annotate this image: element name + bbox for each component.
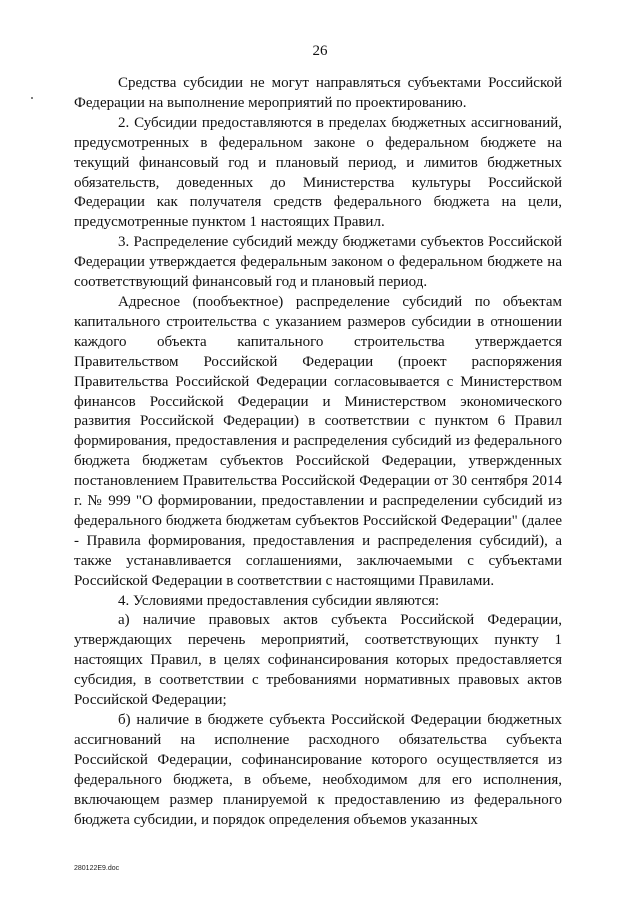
paragraph-address-distribution: Адресное (пообъектное) распределение субсидий по объектам капитального строительства с указанием размеров субсидии в отношении каждого объекта капитального строительства утверждается Правительством Российской Федерации (проект распоряжения Правительства Российской Федерации согласовывается с Министерством финансов Российской Федерации и Министерством экономического развития Российской Федерации) в соответствии с пунктом 6 Правил формирования, предоставления и распределения субсидий из федерального бюджета бюджетам субъектов Российской Федерации, утвержденных постановлением Правительства Российской Федерации от 30 сентября 2014 г. № 999 "О формировании, предоставлении и распределении субсидий из федерального бюджета бюджетам субъектов Российской Федерации" (далее - Правила формирования, предоставления и распределения субсидий), а также устанавливается соглашениями, заключаемыми с субъектами Российской Федерации в соответствии с настоящими Правилами. [74, 293, 562, 589]
footer-file-code: 280122E9.doc [74, 865, 120, 872]
page-number: 26 [312, 43, 328, 59]
paragraph-item-4b: б) наличие в бюджете субъекта Российской Федерации бюджетных ассигнований на исполнение расходного обязательства субъекта Российской Федерации, софинансирование которого осуществляется из федерального бюджета, в объеме, необходимом для его исполнения, включающем размер планируемой к предоставлению из федерального бюджета субсидии, и порядок определения объемов указанных [74, 712, 562, 828]
scan-speck [31, 97, 33, 99]
paragraph-item-2: 2. Субсидии предоставляются в пределах бюджетных ассигнований, предусмотренных в федеральном законе о федеральном бюджете на текущий финансовый год и плановый период, и лимитов бюджетных обязательств, доведенных до Министерства культуры Российской Федерации как получателя средств федерального бюджета на цели, предусмотренные пунктом 1 настоящих Правил. [74, 114, 562, 231]
paragraph-subsidy-restriction: Средства субсидии не могут направляться субъектами Российской Федерации на выполнение мероприятий по проектированию. [74, 75, 562, 111]
paragraph-item-3: 3. Распределение субсидий между бюджетами субъектов Российской Федерации утверждается федеральным законом о федеральном бюджете на соответствующий финансовый год и плановый период. [74, 234, 562, 291]
paragraph-item-4a: а) наличие правовых актов субъекта Российской Федерации, утверждающих перечень мероприятий, соответствующих пункту 1 настоящих Правил, в целях софинансирования которых предоставляется субсидия, в соответствии с требованиями нормативных правовых актов Российской Федерации; [74, 612, 562, 709]
paragraph-item-4: 4. Условиями предоставления субсидии являются: [118, 592, 440, 609]
document-body [74, 74, 562, 830]
